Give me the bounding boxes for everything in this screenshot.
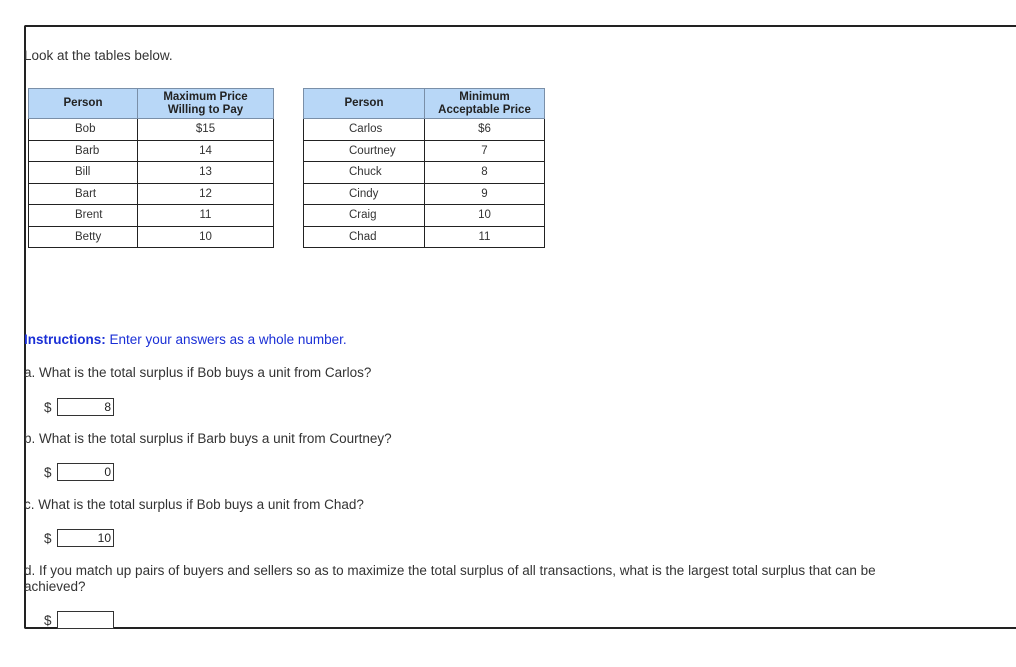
seller-price: $6 <box>425 119 545 141</box>
buyer-price: 11 <box>138 205 274 227</box>
instructions-label: Instructions: <box>24 332 106 347</box>
seller-price: 7 <box>425 140 545 162</box>
seller-price: 9 <box>425 183 545 205</box>
question-b: b. What is the total surplus if Barb buys a unit from Courtney? <box>24 431 392 446</box>
seller-price: 8 <box>425 162 545 184</box>
buyer-price: 10 <box>138 226 274 248</box>
sellers-header-person: Person <box>304 89 425 119</box>
instructions-text: Enter your answers as a whole number. <box>105 332 347 347</box>
currency-symbol: $ <box>44 531 52 546</box>
currency-symbol: $ <box>44 613 52 628</box>
seller-name: Carlos <box>304 119 425 141</box>
currency-symbol: $ <box>44 400 52 415</box>
question-d: d. If you match up pairs of buyers and sellers so as to maximize the total surplus of all transactions, what is the largest total surplus that can be achieved? <box>24 563 876 594</box>
table-row <box>304 226 545 248</box>
seller-price: 11 <box>425 226 545 248</box>
buyer-name: Bart <box>29 183 138 205</box>
sellers-header-min-price: Minimum Acceptable Price <box>425 89 545 119</box>
answer-b-input[interactable] <box>57 463 114 481</box>
table-row <box>29 183 274 205</box>
seller-name: Cindy <box>304 183 425 205</box>
seller-name: Craig <box>304 205 425 227</box>
table-row <box>29 226 274 248</box>
buyer-price: $15 <box>138 119 274 141</box>
table-row <box>304 119 545 141</box>
seller-name: Chuck <box>304 162 425 184</box>
buyer-name: Betty <box>29 226 138 248</box>
question-a: a. What is the total surplus if Bob buys a unit from Carlos? <box>24 365 372 380</box>
table-row <box>29 119 274 141</box>
buyer-name: Bob <box>29 119 138 141</box>
buyers-table <box>28 88 274 248</box>
buyers-header-max-price: Maximum Price Willing to Pay <box>138 89 274 119</box>
table-row <box>304 205 545 227</box>
buyer-name: Barb <box>29 140 138 162</box>
seller-name: Courtney <box>304 140 425 162</box>
table-row <box>29 205 274 227</box>
table-row <box>304 162 545 184</box>
sellers-table <box>303 88 545 248</box>
answer-c-input[interactable] <box>57 529 114 547</box>
table-row <box>304 140 545 162</box>
question-c: c. What is the total surplus if Bob buys a unit from Chad? <box>24 497 364 512</box>
currency-symbol: $ <box>44 465 52 480</box>
buyer-name: Brent <box>29 205 138 227</box>
table-row <box>29 140 274 162</box>
buyers-header-person: Person <box>29 89 138 119</box>
seller-name: Chad <box>304 226 425 248</box>
buyer-price: 12 <box>138 183 274 205</box>
buyer-price: 14 <box>138 140 274 162</box>
answer-a-input[interactable] <box>57 398 114 416</box>
table-row <box>29 162 274 184</box>
instructions <box>24 332 347 347</box>
seller-price: 10 <box>425 205 545 227</box>
buyer-name: Bill <box>29 162 138 184</box>
answer-d-input[interactable] <box>57 611 114 629</box>
intro-text: Look at the tables below. <box>24 48 173 63</box>
buyer-price: 13 <box>138 162 274 184</box>
table-row <box>304 183 545 205</box>
